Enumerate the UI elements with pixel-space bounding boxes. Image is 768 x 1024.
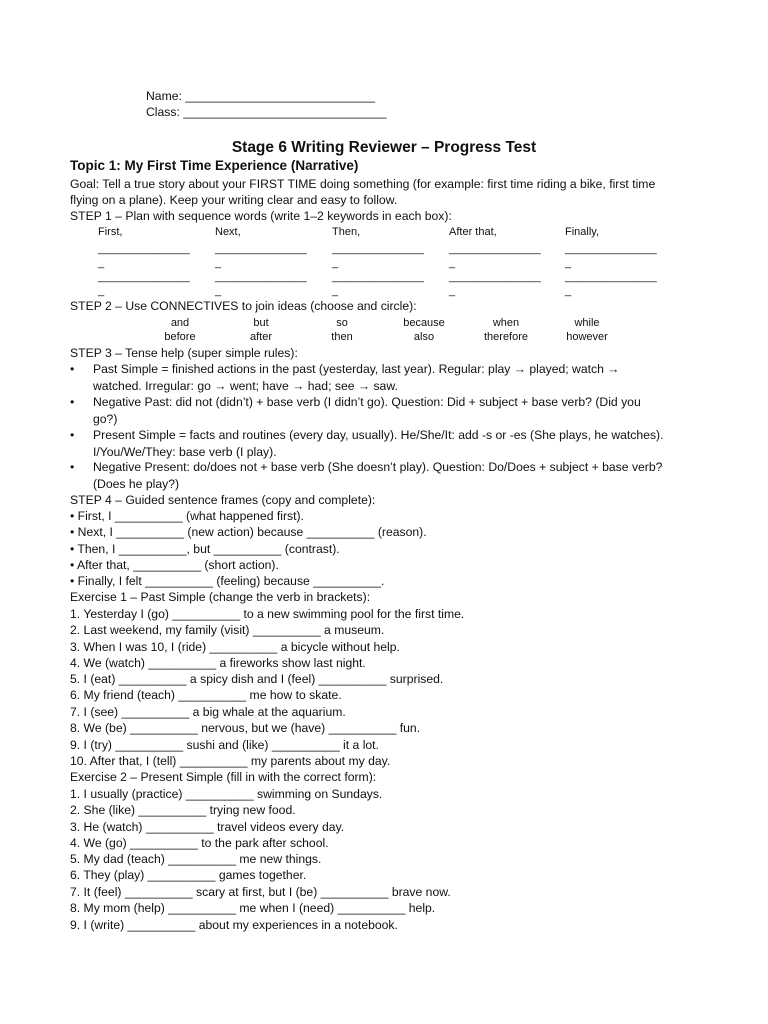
sentence-frame: • After that, __________ (short action). (70, 558, 279, 572)
exercise1-heading: Exercise 1 – Past Simple (change the verb in brackets): (70, 590, 371, 604)
tense-rule-line: Negative Present: do/does not + base verb (She doesn’t play). Question: Do/Does + subject + base verb? (93, 460, 663, 474)
tense-rule-line: (Does he play?) (93, 476, 180, 491)
step1-blank: _______________ (565, 271, 657, 283)
tense-rule-line: Past Simple = finished actions in the past (yesterday, last year). Regular: play → played; watch → (93, 362, 620, 376)
exercise2-item: 8. My mom (help) __________ me when I (need) __________ help. (70, 901, 436, 915)
step1-col-label: Next, (215, 226, 241, 238)
step1-blank: _______________ (332, 243, 424, 255)
step1-blank: _______________ (98, 271, 190, 283)
step1-blank: _______________ (215, 271, 307, 283)
exercise2-item: 9. I (write) __________ about my experiences in a notebook. (70, 918, 398, 932)
connective-word[interactable]: but (253, 317, 269, 329)
tense-rule-line: Present Simple = facts and routines (every day, usually). He/She/It: add -s or -es (She plays, he watches). (93, 428, 664, 442)
step1-col-after-that (449, 226, 541, 298)
bullet-icon: • (70, 395, 75, 409)
page-title: Stage 6 Writing Reviewer – Progress Test (231, 139, 537, 156)
exercise2-item: 2. She (like) __________ trying new food. (70, 803, 296, 817)
exercise2-item: 4. We (go) __________ to the park after school. (70, 836, 329, 850)
exercise1-item: 3. When I was 10, I (ride) __________ a bicycle without help. (70, 640, 400, 654)
step1-blank-tail: _ (449, 257, 456, 269)
tense-rule-line: Negative Past: did not (didn’t) + base verb (I didn’t go). Question: Did + subject + base verb? (Did you (93, 395, 641, 409)
exercise1-item: 10. After that, I (tell) __________ my parents about my day. (70, 754, 391, 768)
exercise1-item: 4. We (watch) __________ a fireworks show last night. (70, 656, 366, 670)
goal-line-1: Goal: Tell a true story about your FIRST TIME doing something (for example: first time riding a bike, first time (70, 177, 656, 191)
connective-word[interactable]: and (170, 317, 190, 329)
step1-blank-tail: _ (565, 285, 572, 297)
step1-blank: _______________ (565, 243, 657, 255)
step3-heading: STEP 3 – Tense help (super simple rules): (70, 346, 298, 360)
sentence-frame: • First, I __________ (what happened first). (70, 509, 304, 523)
connective-word[interactable]: also (413, 331, 435, 343)
exercise2-item: 3. He (watch) __________ travel videos every day. (70, 820, 345, 834)
connective-word[interactable]: so (336, 317, 348, 329)
tense-rule-line: I/You/We/They: base verb (I play). (93, 444, 277, 459)
tense-rule-line: go?) (93, 411, 118, 426)
sentence-frame: • Finally, I felt __________ (feeling) because __________. (70, 574, 385, 588)
step1-blank-tail: _ (449, 285, 456, 297)
exercise2-item: 1. I usually (practice) __________ swimming on Sundays. (70, 787, 383, 801)
bullet-icon: • (70, 428, 75, 442)
connective-word[interactable]: when (492, 317, 520, 329)
tense-rule-line: watched. Irregular: go → went; have → had; see → saw. (93, 378, 398, 393)
step1-blank-tail: _ (215, 285, 222, 297)
exercise1-item: 1. Yesterday I (go) __________ to a new swimming pool for the first time. (70, 607, 465, 621)
step1-col-first (98, 226, 190, 298)
step4-heading: STEP 4 – Guided sentence frames (copy and complete): (70, 493, 376, 507)
exercise1-item: 7. I (see) __________ a big whale at the aquarium. (70, 705, 346, 719)
step1-col-label: First, (98, 226, 123, 238)
connective-word[interactable]: because (403, 317, 445, 329)
step1-blank: _______________ (215, 243, 307, 255)
step1-blank-tail: _ (332, 285, 339, 297)
exercise2-heading: Exercise 2 – Present Simple (fill in with the correct form): (70, 770, 377, 784)
step1-blank: _______________ (98, 243, 190, 255)
exercise1-item: 9. I (try) __________ sushi and (like) __________ it a lot. (70, 738, 379, 752)
connective-word[interactable]: while (574, 317, 600, 329)
exercise1-item: 5. I (eat) __________ a spicy dish and I (feel) __________ surprised. (70, 672, 444, 686)
exercise1-item: 6. My friend (teach) __________ me how to skate. (70, 688, 342, 702)
connective-word[interactable]: however (566, 331, 608, 343)
bullet-icon: • (70, 362, 75, 376)
step1-blank-tail: _ (98, 285, 105, 297)
step1-blank-tail: _ (332, 257, 339, 269)
connective-word[interactable]: therefore (483, 331, 529, 343)
goal-line-2: flying on a plane). Keep your writing clear and easy to follow. (70, 193, 398, 207)
step1-col-next (215, 226, 307, 298)
sentence-frame: • Next, I __________ (new action) because __________ (reason). (70, 525, 427, 539)
exercise1-item: 8. We (be) __________ nervous, but we (have) __________ fun. (70, 721, 421, 735)
step2-heading: STEP 2 – Use CONNECTIVES to join ideas (choose and circle): (70, 299, 417, 313)
step1-blank: _______________ (449, 271, 541, 283)
sentence-frame: • Then, I __________, but __________ (contrast). (70, 542, 340, 556)
exercise2-item: 5. My dad (teach) __________ me new things. (70, 852, 322, 866)
connective-word[interactable]: then (331, 331, 353, 343)
class-line: Class: ______________________________ (146, 105, 387, 119)
step1-blank-tail: _ (565, 257, 572, 269)
step1-col-finally (565, 226, 657, 298)
step1-blank: _______________ (449, 243, 541, 255)
step1-col-label: Finally, (565, 226, 600, 238)
topic-heading: Topic 1: My First Time Experience (Narrative) (70, 158, 359, 173)
bullet-icon: • (70, 460, 75, 474)
step1-blank: _______________ (332, 271, 424, 283)
exercise1-item: 2. Last weekend, my family (visit) __________ a museum. (70, 623, 385, 637)
connective-word[interactable]: before (164, 331, 196, 343)
step1-blank-tail: _ (215, 257, 222, 269)
step1-heading: STEP 1 – Plan with sequence words (write 1–2 keywords in each box): (70, 209, 452, 223)
step1-col-then (332, 226, 424, 298)
exercise2-item: 6. They (play) __________ games together. (70, 868, 307, 882)
connective-word[interactable]: after (249, 331, 272, 343)
step1-blank-tail: _ (98, 257, 105, 269)
exercise2-item: 7. It (feel) __________ scary at first, but I (be) __________ brave now. (70, 885, 451, 899)
step1-col-label: Then, (332, 226, 361, 238)
step1-col-label: After that, (449, 226, 497, 238)
name-line: Name: ____________________________ (146, 89, 376, 103)
